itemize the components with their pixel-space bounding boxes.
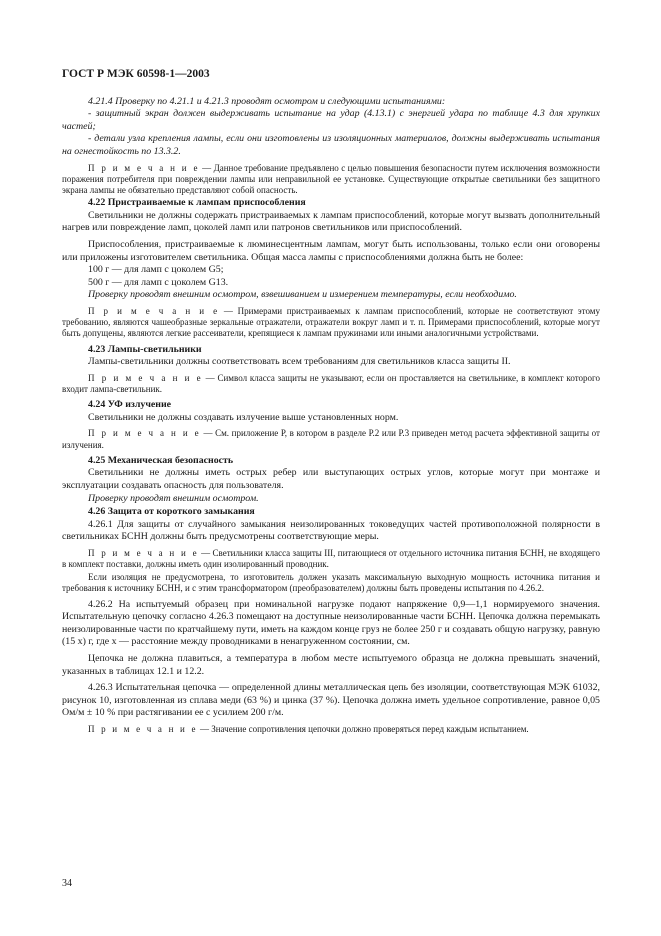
paragraph: Светильники не должны иметь острых ребер или выступающих острых углов, которые могут при монтаже и эксплуатации создавать опасность для пользователя.: [62, 467, 600, 491]
list-item-screen-test: - защитный экран должен выдерживать испытание на удар (4.13.1) с энергией удара по таблице 4.3 для хрупких частей;: [62, 108, 600, 132]
section-heading-4-24: 4.24 УФ излучение: [88, 399, 172, 411]
paragraph: Лампы-светильники должны соответствовать всем требованиям для светильников класса защиты II.: [88, 356, 511, 368]
page-number: 34: [62, 878, 72, 889]
note-label: П р и м е ч а н и е: [88, 547, 199, 558]
list-item-lamp-mount-test: - детали узла крепления лампы, если они изготовлены из изоляционных материалов, должны выдерживать испытания на огнестойкость по 13.3.2.: [62, 133, 600, 157]
paragraph-check: Проверку проводят внешним осмотром, взвешиванием и измерением температуры, если необходимо.: [88, 289, 517, 301]
section-heading-4-22: 4.22 Пристраиваемые к лампам приспособления: [88, 197, 306, 209]
note-5-continued: Если изоляция не предусмотрена, то изготовитель должен указать максимальную выходную мощность источника питания и требования к источнику БСНН, и с этим трансформатором (преобразователем) должны быть проведены испытания по 4.26.2.: [62, 572, 600, 594]
section-heading-4-25: 4.25 Механическая безопасность: [88, 454, 234, 466]
note-3: П р и м е ч а н и е — Символ класса защиты не указывают, если он проставляется на светильнике, в комплект которого входит лампа-светильник.: [62, 372, 600, 394]
paragraph-check: Проверку проводят внешним осмотром.: [88, 492, 259, 504]
note-1: П р и м е ч а н и е — Данное требование предъявлено с целью повышения безопасности путем исключения возможности поражения потребителя при повреждении лампы или неправильной ее установке. Существующие открытые светильники без защитного экрана лампы не обязательно представляют собой опасность.: [62, 162, 600, 195]
paragraph: Приспособления, пристраиваемые к люминесцентным лампам, могут быть использованы, только если они оговорены или приложены изготовителем светильника. Общая масса лампы с приспособлениями должна быть не более:: [62, 238, 600, 263]
list-item: 500 г — для ламп с цоколем G13.: [88, 276, 229, 288]
note-label: П р и м е ч а н и е: [88, 162, 200, 173]
note-4: П р и м е ч а н и е — См. приложение Р, в котором в разделе Р.2 или Р.3 приведен метод расчета эффективной защиты от излучения.: [62, 428, 600, 450]
paragraph: Цепочка не должна плавиться, а температура в любом месте испытуемого образца не должна превышать значений, указанных в таблицах 12.1 и 12.2.: [62, 653, 600, 677]
note-label: П р и м е ч а н и е: [88, 305, 220, 316]
paragraph-4-26-1: 4.26.1 Для защиты от случайного замыкания неизолированных токоведущих частей противоположной полярности в светильниках БСНН должны быть предусмотрены соответствующие меры.: [62, 518, 600, 543]
note-label: П р и м е ч а н и е: [88, 724, 198, 735]
note-label: П р и м е ч а н и е: [88, 428, 201, 439]
paragraph-4-26-3: 4.26.3 Испытательная цепочка — определенной длины металлическая цепь без изоляции, соответствующая МЭК 61032, рисунок 10, изготовленная из сплава меди (63 %) и цинка (37 %). Цепочка должна иметь удельное сопротивление, равное 0,05 Ом/м ± 10 % при растягивании ее с усилием 200 г/м.: [62, 682, 600, 719]
note-2: П р и м е ч а н и е — Примерами пристраиваемых к лампам приспособлений, которые не соответствуют этому требованию, являются чашеобразные зеркальные отражатели, отражатели вокруг ламп и т. п. Примерами приспособлений, которые могут быть допущены, являются легкие рассеиватели, крепящиеся к лампам пружинами или иными аналогичными устройствами.: [62, 305, 600, 339]
section-heading-4-26: 4.26 Защита от короткого замыкания: [88, 506, 255, 518]
section-heading-4-23: 4.23 Лампы-светильники: [88, 343, 202, 355]
note-5: П р и м е ч а н и е — Светильники класса защиты III, питающиеся от отдельного источника питания БСНН, не входящего в комплект поставки, должны иметь один изолированный проводник.: [62, 547, 600, 570]
note-label: П р и м е ч а н и е: [88, 372, 203, 383]
paragraph: Светильники не должны создавать излучение выше установленных норм.: [88, 411, 399, 423]
note-6: П р и м е ч а н и е — Значение сопротивления цепочки должно проверяться перед каждым испытанием.: [88, 724, 529, 735]
list-item: 100 г — для ламп с цоколем G5;: [88, 264, 224, 276]
paragraph: Светильники не должны содержать пристраиваемых к лампам приспособлений, которые могут вызвать дополнительный нагрев или повреждение ламп, цоколей ламп или патронов светильников или приспособлений.: [62, 209, 600, 234]
document-page: [62, 68, 600, 735]
paragraph-4-26-2: 4.26.2 На испытуемый образец при номинальной нагрузке подают напряжение 0,9—1,1 нормируемого значения. Испытательную цепочку согласно 4.26.3 помещают на доступные неизолированные части БСНН. Цепочка должна перемыкать неизолированные части по кратчайшему пути, иметь на каждом конце груз не более 250 г и создавать общую нагрузку, равную (15 x) г, где x — расстояние между проводниками в ненагруженном состоянии, см.: [62, 598, 600, 648]
document-header: ГОСТ Р МЭК 60598-1—2003: [62, 68, 210, 80]
paragraph-4-21-4: 4.21.4 Проверку по 4.21.1 и 4.21.3 проводят осмотром и следующими испытаниями:: [88, 95, 446, 107]
